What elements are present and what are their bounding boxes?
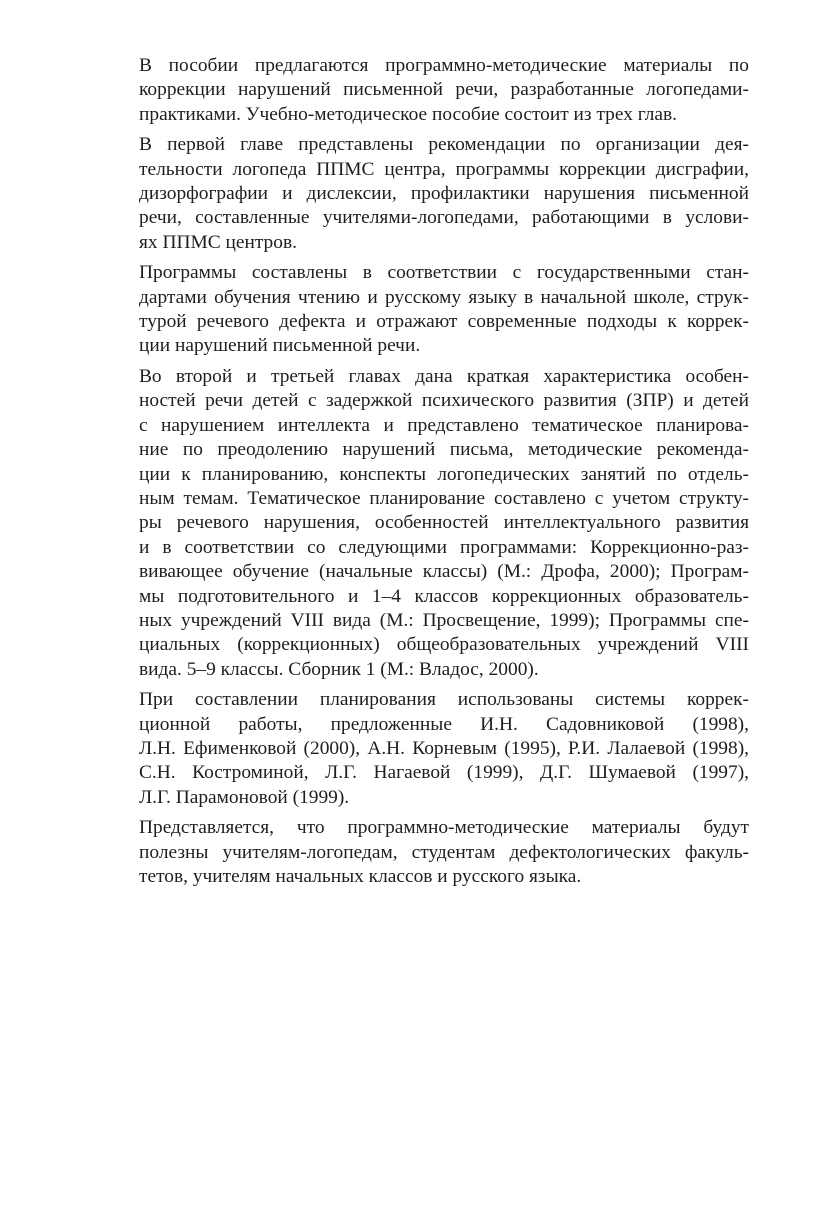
text-line: ции нарушений письменной речи. [139, 335, 421, 357]
text-line: В первой главе представлены рекомендации по организации дея- [139, 134, 749, 156]
paragraph-5 [101, 688, 749, 810]
text-line: тельности логопеда ППМС центра, программы коррекции дисграфии, [139, 158, 749, 180]
text-line: Л.Г. Парамоновой (1999). [139, 786, 350, 808]
document-page [101, 54, 749, 895]
text-line: циальных (коррекционных) общеобразовательных учреждений VIII [139, 634, 749, 656]
text-line: полезны учителям-логопедам, студентам дефектологических факуль- [139, 841, 749, 863]
paragraph-2 [101, 133, 749, 255]
text-line: мы подготовительного и 1–4 классов коррекционных образователь- [139, 585, 749, 607]
text-line: Программы составлены в соответствии с государственными стан- [139, 262, 749, 284]
text-line: коррекции нарушений письменной речи, разработанные логопедами- [139, 79, 749, 101]
text-line: ным темам. Тематическое планирование составлено с учетом структу- [139, 487, 749, 509]
text-line: речи, составленные учителями-логопедами, работающими в услови- [139, 207, 749, 229]
text-line: и в соответствии со следующими программами: Коррекционно-раз- [139, 536, 749, 558]
text-line: с нарушением интеллекта и представлено тематическое планирова- [139, 414, 749, 436]
text-line: тетов, учителям начальных классов и русского языка. [139, 866, 582, 887]
text-line: Во второй и третьей главах дана краткая характеристика особен- [139, 365, 749, 387]
text-line: С.Н. Костроминой, Л.Г. Нагаевой (1999), Д.Г. Шумаевой (1997), [139, 762, 749, 784]
text-line: ние по преодолению нарушений письма, методические рекоменда- [139, 439, 749, 461]
text-line: ции к планированию, конспекты логопедических занятий по отдель- [139, 463, 749, 485]
paragraph-1 [101, 54, 749, 127]
text-line: ных учреждений VIII вида (М.: Просвещение, 1999); Программы спе- [139, 609, 749, 631]
paragraph-3 [101, 261, 749, 359]
paragraph-6 [101, 816, 749, 889]
text-line: ностей речи детей с задержкой психического развития (ЗПР) и детей [139, 390, 749, 412]
text-line: Л.Н. Ефименковой (2000), А.Н. Корневым (1995), Р.И. Лалаевой (1998), [139, 737, 749, 759]
text-line: Представляется, что программно-методические материалы будут [139, 817, 749, 839]
text-line: турой речевого дефекта и отражают современные подходы к коррек- [139, 311, 749, 333]
text-line: ры речевого нарушения, особенностей интеллектуального развития [139, 512, 749, 534]
text-line: ях ППМС центров. [139, 231, 297, 253]
text-line: дизорфографии и дислексии, профилактики нарушения письменной [139, 183, 749, 205]
text-line: практиками. Учебно-методическое пособие состоит из трех глав. [139, 103, 677, 125]
text-line: вида. 5–9 классы. Сборник 1 (М.: Владос, 2000). [139, 658, 539, 680]
text-line: В пособии предлагаются программно-методические материалы по [139, 55, 749, 76]
text-line: При составлении планирования использованы системы коррек- [139, 689, 749, 711]
text-line: дартами обучения чтению и русскому языку в начальной школе, струк- [139, 286, 749, 308]
paragraph-4 [101, 365, 749, 682]
text-line: вивающее обучение (начальные классы) (М.: Дрофа, 2000); Програм- [139, 561, 749, 583]
text-line: ционной работы, предложенные И.Н. Садовниковой (1998), [139, 713, 749, 735]
